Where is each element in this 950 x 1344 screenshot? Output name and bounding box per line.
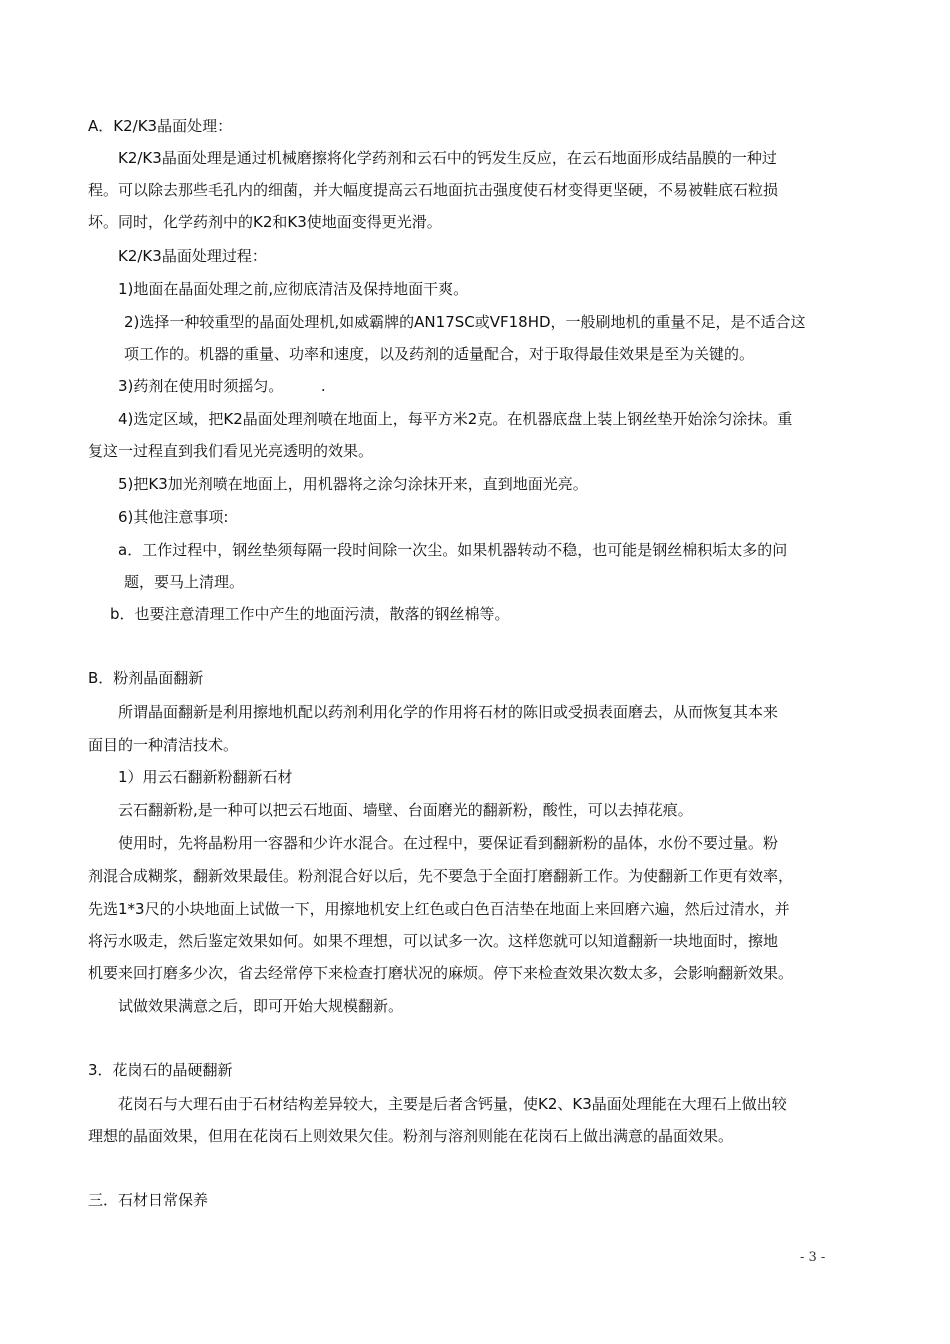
- list-item: 3)药剂在使用时须摇匀。 .: [118, 377, 326, 395]
- paragraph-line: 程。可以除去那些毛孔内的细菌，并大幅度提高云石地面抗击强度使石材变得更坚硬，不易被鞋底石粒损: [88, 181, 779, 199]
- list-item: 1)地面在晶面处理之前,应彻底清洁及保持地面干爽。: [118, 280, 469, 298]
- paragraph-line: K2/K3晶面处理是通过机械磨擦将化学药剂和云石中的钙发生反应，在云石地面形成结晶膜的一种过: [118, 149, 777, 167]
- note-item-continuation: 题，要马上清理。: [124, 573, 245, 591]
- note-item: b．也要注意清理工作中产生的地面污渍，散落的钢丝棉等。: [110, 605, 510, 623]
- note-item: a．工作过程中，钢丝垫须每隔一段时间除一次尘。如果机器转动不稳，也可能是钢丝棉积垢太多的问: [118, 541, 788, 559]
- list-item-continuation: 复这一过程直到我们看见光亮透明的效果。: [88, 442, 374, 460]
- paragraph-line: 云石翻新粉,是一种可以把云石地面、墙壁、台面磨光的翻新粉，酸性，可以去掉花痕。: [118, 801, 693, 819]
- list-item: 5)把K3加光剂喷在地面上，用机器将之涂匀涂抹开来，直到地面光亮。: [118, 475, 588, 493]
- section-heading-a: A．K2/K3晶面处理：: [88, 117, 233, 135]
- paragraph-line: 机要来回打磨多少次，省去经常停下来检查打磨状况的麻烦。停下来检查效果次数太多，会影响翻新效果。: [88, 964, 794, 982]
- subheading: K2/K3晶面处理过程：: [118, 247, 267, 265]
- paragraph-line: 所谓晶面翻新是利用擦地机配以药剂利用化学的作用将石材的陈旧或受损表面磨去，从而恢复其本来: [118, 703, 779, 721]
- section-heading-3-chinese: 三．石材日常保养: [88, 1191, 209, 1209]
- page-number: - 3 -: [800, 1250, 826, 1265]
- paragraph-line: 将污水吸走，然后鉴定效果如何。如果不理想，可以试多一次。这样您就可以知道翻新一块地面时，擦地: [88, 932, 779, 950]
- list-item-continuation: 项工作的。机器的重量、功率和速度，以及药剂的适量配合，对于取得最佳效果是至为关键的。: [124, 345, 755, 363]
- paragraph-line: 先选1*3尺的小块地面上试做一下，用擦地机安上红色或白色百洁垫在地面上来回磨六遍，然后过清水，并: [88, 900, 790, 918]
- paragraph-line: 剂混合成糊浆，翻新效果最佳。粉剂混合好以后，先不要急于全面打磨翻新工作。为使翻新工作更有效率，: [88, 867, 794, 885]
- paragraph-line: 理想的晶面效果，但用在花岗石上则效果欠佳。粉剂与溶剂则能在花岗石上做出满意的晶面效果。: [88, 1127, 734, 1145]
- paragraph-line: 花岗石与大理石由于石材结构差异较大，主要是后者含钙量，使K2、K3晶面处理能在大理石上做出较: [118, 1095, 787, 1113]
- list-item: 6)其他注意事项:: [118, 508, 229, 526]
- paragraph-line: 面目的一种清洁技术。: [88, 736, 239, 754]
- section-heading-3: 3．花岗石的晶硬翻新: [88, 1061, 233, 1079]
- paragraph-line: 试做效果满意之后，即可开始大规模翻新。: [118, 997, 404, 1015]
- subheading: 1）用云石翻新粉翻新石材: [118, 768, 293, 786]
- list-item: 2)选择一种较重型的晶面处理机,如威霸牌的AN17SC或VF18HD，一般刷地机的重量不足，是不适合这: [124, 313, 806, 331]
- list-item: 4)选定区域，把K2晶面处理剂喷在地面上，每平方米2克。在机器底盘上装上钢丝垫开始涂匀涂抹。重: [118, 410, 793, 428]
- section-heading-b: B．粉剂晶面翻新: [88, 669, 204, 687]
- paragraph-line: 坏。同时，化学药剂中的K2和K3使地面变得更光滑。: [88, 213, 442, 231]
- paragraph-line: 使用时，先将晶粉用一容器和少许水混合。在过程中，要保证看到翻新粉的晶体，水份不要过量。粉: [118, 834, 779, 852]
